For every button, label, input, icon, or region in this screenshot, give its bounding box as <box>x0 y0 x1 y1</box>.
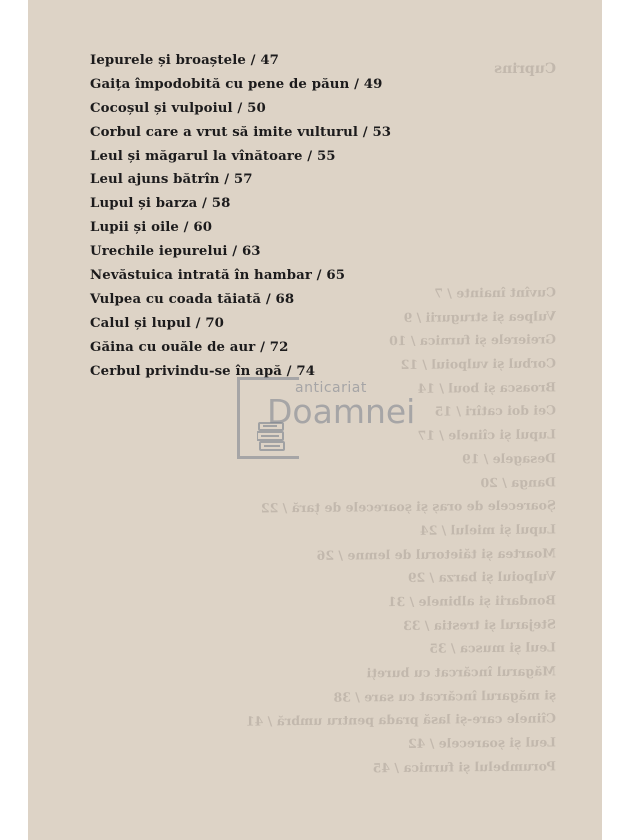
toc-entry: Vulpea cu coada tăiată / 68 <box>90 291 295 307</box>
show-through-item: Leul și musca / 35 <box>429 639 557 657</box>
show-through-item: Cîinele care-și lasă prada pentru umbră / 41 <box>245 710 557 729</box>
show-through-item: Bondarii și albinele / 31 <box>387 592 557 610</box>
show-through-item: Măgarul încărcat cu bureți <box>366 663 557 681</box>
show-through-item: Cuvînt înainte / 7 <box>434 284 557 301</box>
watermark-big-text: Doamnei <box>267 392 416 431</box>
toc-entry: Lupii și oile / 60 <box>90 220 213 236</box>
show-through-item: Porumbelul și furnica / 45 <box>372 758 557 776</box>
book-page <box>28 0 602 840</box>
toc-entry: Nevăstuica intrată în hambar / 65 <box>90 268 346 284</box>
toc-entry: Urechile iepurelui / 63 <box>90 244 261 260</box>
toc-entry: Găina cu ouăle de aur / 72 <box>90 339 289 355</box>
show-through-item: Vulpoiul și barza / 29 <box>407 568 557 586</box>
show-through-item: Greierele și furnica / 10 <box>388 331 557 349</box>
show-through-item: Șoarecele de oraș și șoarecele de țară / 22 <box>260 497 557 516</box>
show-through-item: Danga / 20 <box>480 473 557 490</box>
show-through-item: Moartea și tăietorul de lemne / 26 <box>316 544 557 563</box>
show-through-item: Vulpea și strugurii / 9 <box>403 308 557 325</box>
show-through-item: Cei doi catîri / 15 <box>434 402 557 420</box>
toc-entry: Cerbul privindu-se în apă / 74 <box>90 363 316 379</box>
show-through-item: Lupul și mielul / 24 <box>419 521 557 538</box>
watermark <box>237 377 422 463</box>
show-through-item: Leul și șoarecele / 42 <box>407 734 557 751</box>
show-through-item: Lupul și cîinele / 17 <box>417 426 557 443</box>
show-through-item: Corbul și vulpoiul / 12 <box>400 355 557 373</box>
table-of-contents <box>90 49 391 383</box>
toc-entry: Calul și lupul / 70 <box>90 315 225 331</box>
show-through-item: Broasca și boul / 14 <box>417 379 557 396</box>
show-through-item: Desagele / 19 <box>461 450 557 467</box>
toc-entry: Cocoșul și vulpoiul / 50 <box>90 100 266 116</box>
toc-entry: Iepurele și broaștele / 47 <box>90 53 280 68</box>
toc-entry: Lupul și barza / 58 <box>90 196 231 212</box>
show-through-item: Stejarul și trestia / 33 <box>402 616 557 633</box>
show-through-title: Cuprins <box>494 61 556 77</box>
toc-entry: Gaița împodobită cu pene de păun / 49 <box>90 76 383 92</box>
toc-entry: Corbul care a vrut să imite vulturul / 53 <box>90 124 392 140</box>
toc-entry: Leul și măgarul la vînătoare / 55 <box>90 148 336 164</box>
watermark-small-text: anticariat <box>295 380 367 396</box>
toc-entry: Leul ajuns bătrîn / 57 <box>90 172 253 188</box>
show-through-item: și măgarul încărcat cu sare / 38 <box>333 687 557 705</box>
